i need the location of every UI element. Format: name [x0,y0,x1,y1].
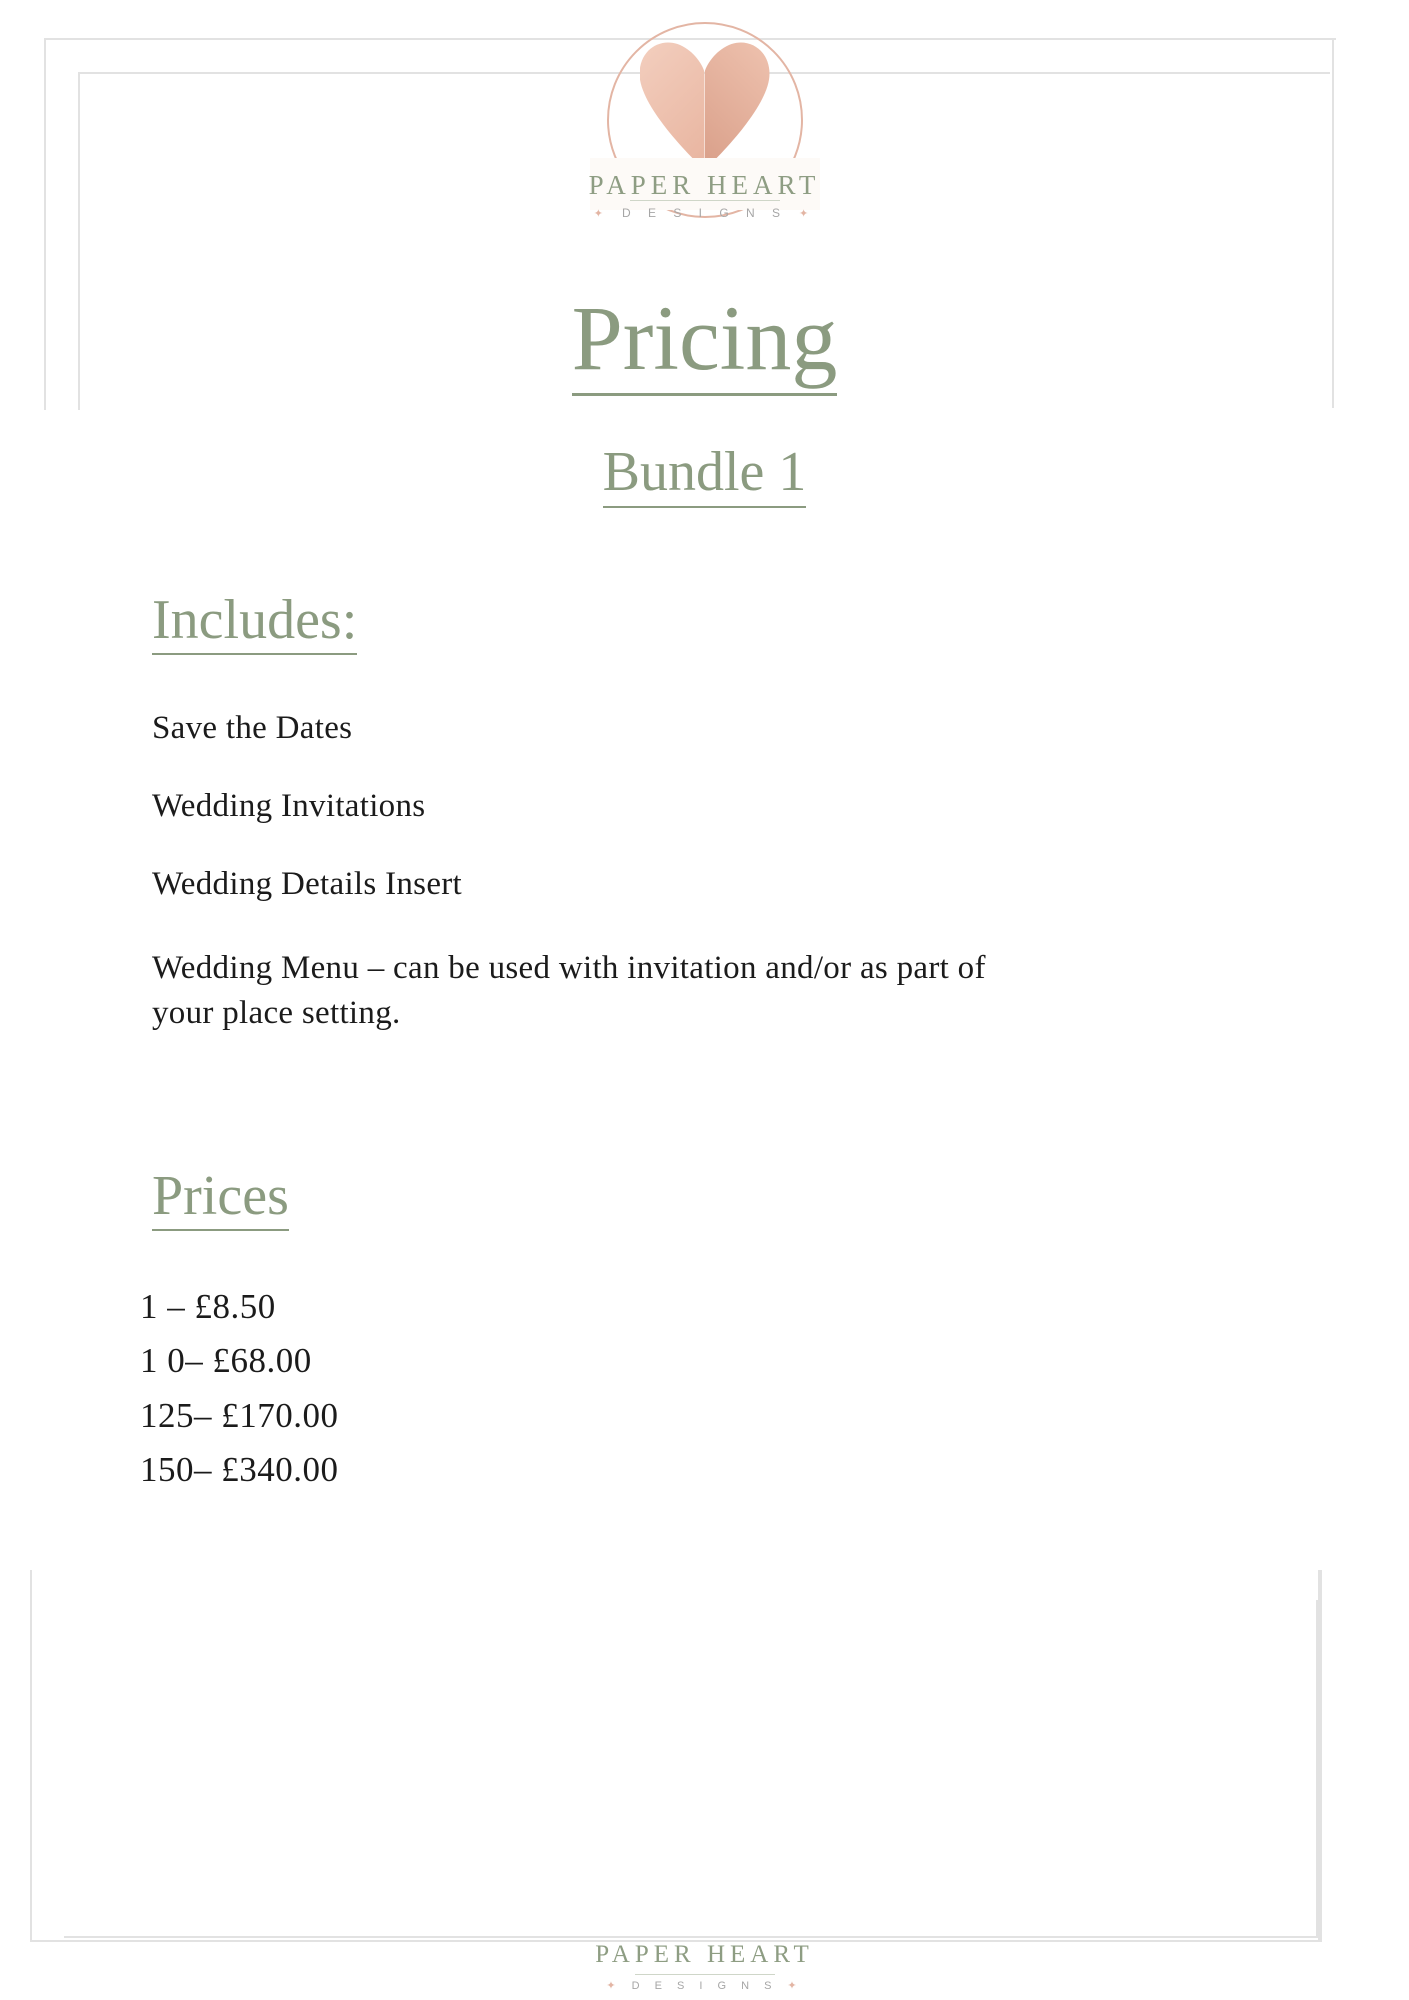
frame-bottom-right-inner [64,1600,1318,1938]
prices-list [140,1280,840,1497]
includes-list [152,712,1052,1035]
logo-divider [630,200,780,201]
includes-heading-text: Includes: [152,589,357,655]
footer-dot-right: ✦ [787,1980,803,1992]
frame-edge-right-bottom [1318,1570,1320,1940]
list-item: Save the Dates [152,710,353,746]
footer-divider [635,1974,775,1975]
logo-brand-sub [527,206,882,220]
heart-icon [640,38,770,170]
prices-heading [152,1164,289,1228]
footer-sub-text: D E S I G N S [631,1980,778,1992]
frame-edge-left-bottom [30,1570,32,1940]
list-item: Wedding Details Insert [152,866,463,902]
page-title [0,285,1409,391]
footer-dot-left: ✦ [606,1980,622,1992]
logo-dot-right: ✦ [799,208,816,220]
heart-left-half [640,38,705,170]
footer-logo [0,1941,1409,1992]
footer-brand-sub [0,1979,1409,1992]
logo-sub-text: D E S I G N S [621,206,787,220]
brand-logo [527,8,882,268]
list-item: Wedding Menu – can be used with invitation and/or as part of your place setting. [152,950,986,1031]
list-item: 1 – £8.50 [140,1287,276,1326]
page-title-text: Pricing [572,287,838,396]
list-item: 150– £340.00 [140,1449,339,1489]
heart-right-half [705,38,770,170]
page-subtitle [0,440,1409,504]
footer-brand-name: PAPER HEART [595,1941,814,1968]
prices-heading-text: Prices [152,1165,289,1231]
page-subtitle-text: Bundle 1 [603,441,807,508]
frame-bottom-right-outer [30,1570,1322,1942]
list-item: 125– £170.00 [140,1395,339,1435]
includes-heading [152,588,357,652]
list-item: Wedding Invitations [152,788,426,824]
logo-brand-name: PAPER HEART [588,170,821,200]
logo-dot-left: ✦ [593,208,610,220]
list-item: 1 0– £68.00 [140,1341,312,1381]
